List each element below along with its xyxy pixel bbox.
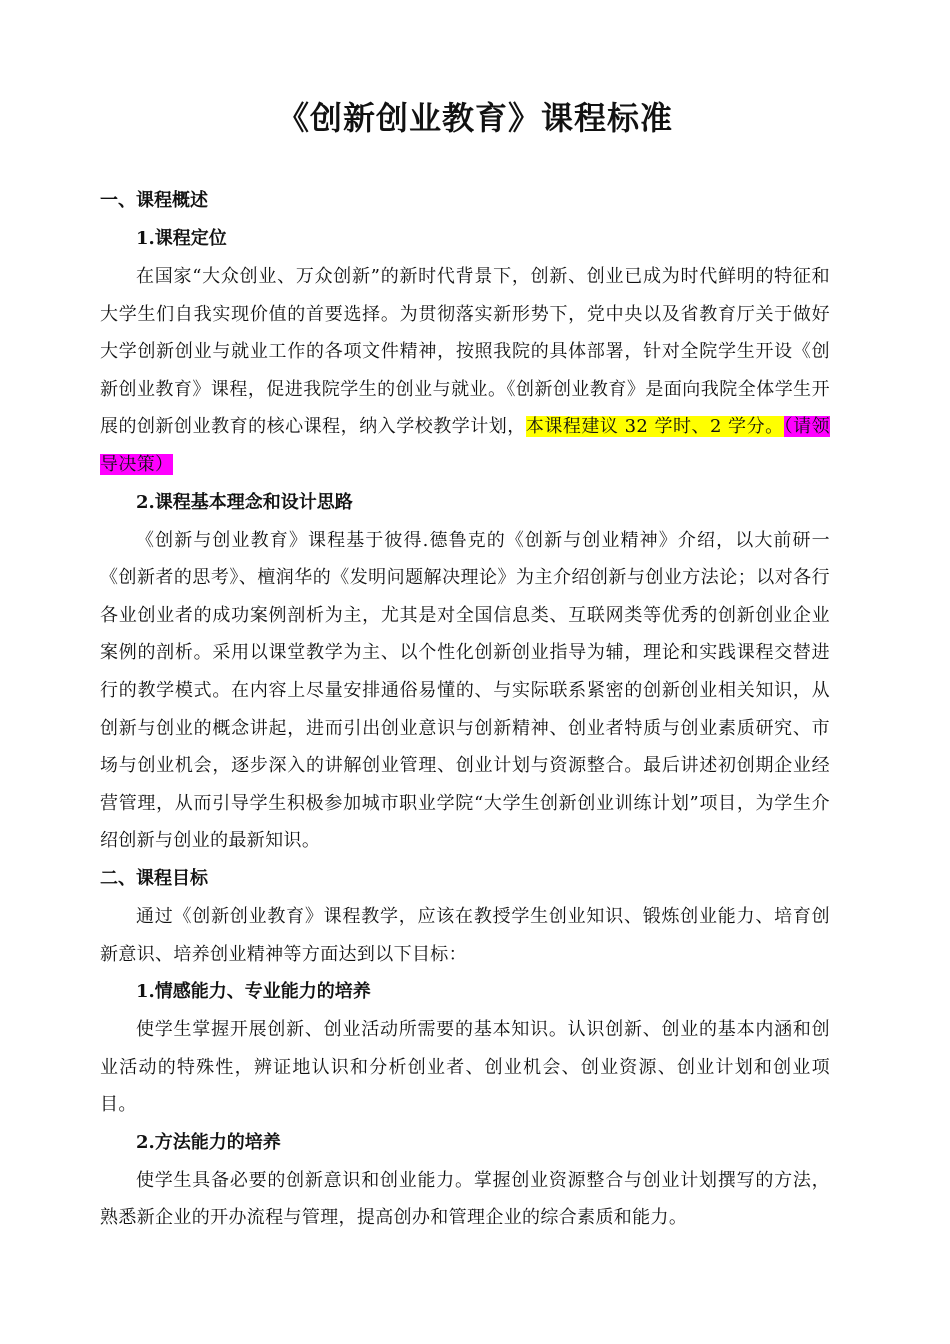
paragraph-design-concept: 《创新与创业教育》课程基于彼得.德鲁克的《创新与创业精神》介绍，以大前研一《创新者的思考》、檀润华的《发明问题解决理论》为主介绍创新与创业方法论；以对各行各业创业者的成功案例剖析为主，尤其是对全国信息类、互联网类等优秀的创新创业企业案例的剖析。采用以课堂教学为主、以个性化创新创业指导为辅，理论和实践课程交替进行的教学模式。在内容上尽量安排通俗易懂的、与实际联系紧密的创新创业相关知识，从创新与创业的概念讲起，进而引出创业意识与创新精神、创业者特质与创业素质研究、市场与创业机会，逐步深入的讲解创业管理、创业计划与资源整合。最后讲述初创期企业经营管理，从而引导学生积极参加城市职业学院“大学生创新创业训练计划”项目，为学生介绍创新与创业的最新知识。 <box>100 529 830 852</box>
subsection-heading-positioning: 1.课程定位 <box>136 228 227 249</box>
paragraph-positioning-text: 在国家“大众创业、万众创新”的新时代背景下，创新、创业已成为时代鲜明的特征和大学生们自我实现价值的首要选择。为贯彻落实新形势下，党中央以及省教育厅关于做好大学创新创业与就业工作的各项文件精神，按照我院的具体部署，针对全院学生开设《创新创业教育》课程，促进我院学生的创业与就业。《创新创业教育》是面向我院全体学生开展的创新创业教育的核心课程，纳入学校教学计划， <box>100 266 830 438</box>
document-body <box>100 182 830 1237</box>
subsection-heading-design-concept: 2.课程基本理念和设计思路 <box>136 491 353 513</box>
paragraph-objectives-intro: 通过《创新创业教育》课程教学，应该在教授学生创业知识、锻炼创业能力、培育创新意识、培养创业精神等方面达到以下目标： <box>100 905 830 965</box>
subsection-heading-emotional-professional: 1.情感能力、专业能力的培养 <box>136 981 371 1003</box>
highlight-leadership-decision: （请领导决策） <box>100 416 830 475</box>
paragraph-method-ability: 使学生具备必要的创新意识和创业能力。掌握创业资源整合与创业计划撰写的方法，熟悉新企业的开办流程与管理，提高创办和管理企业的综合素质和能力。 <box>100 1169 830 1229</box>
section-heading-objectives: 二、课程目标 <box>100 867 208 889</box>
section-heading-overview: 一、课程概述 <box>100 190 208 211</box>
subsection-heading-method-ability: 2.方法能力的培养 <box>136 1131 281 1153</box>
paragraph-emotional-professional: 使学生掌握开展创新、创业活动所需要的基本知识。认识创新、创业的基本内涵和创业活动的特殊性，辨证地认识和分析创业者、创业机会、创业资源、创业计划和创业项目。 <box>100 1019 830 1116</box>
highlight-credit-hours: 本课程建议 32 学时、2 学分。 <box>525 416 784 438</box>
paragraph-positioning <box>100 258 830 484</box>
document-title: 《创新创业教育》课程标准 <box>276 99 673 137</box>
